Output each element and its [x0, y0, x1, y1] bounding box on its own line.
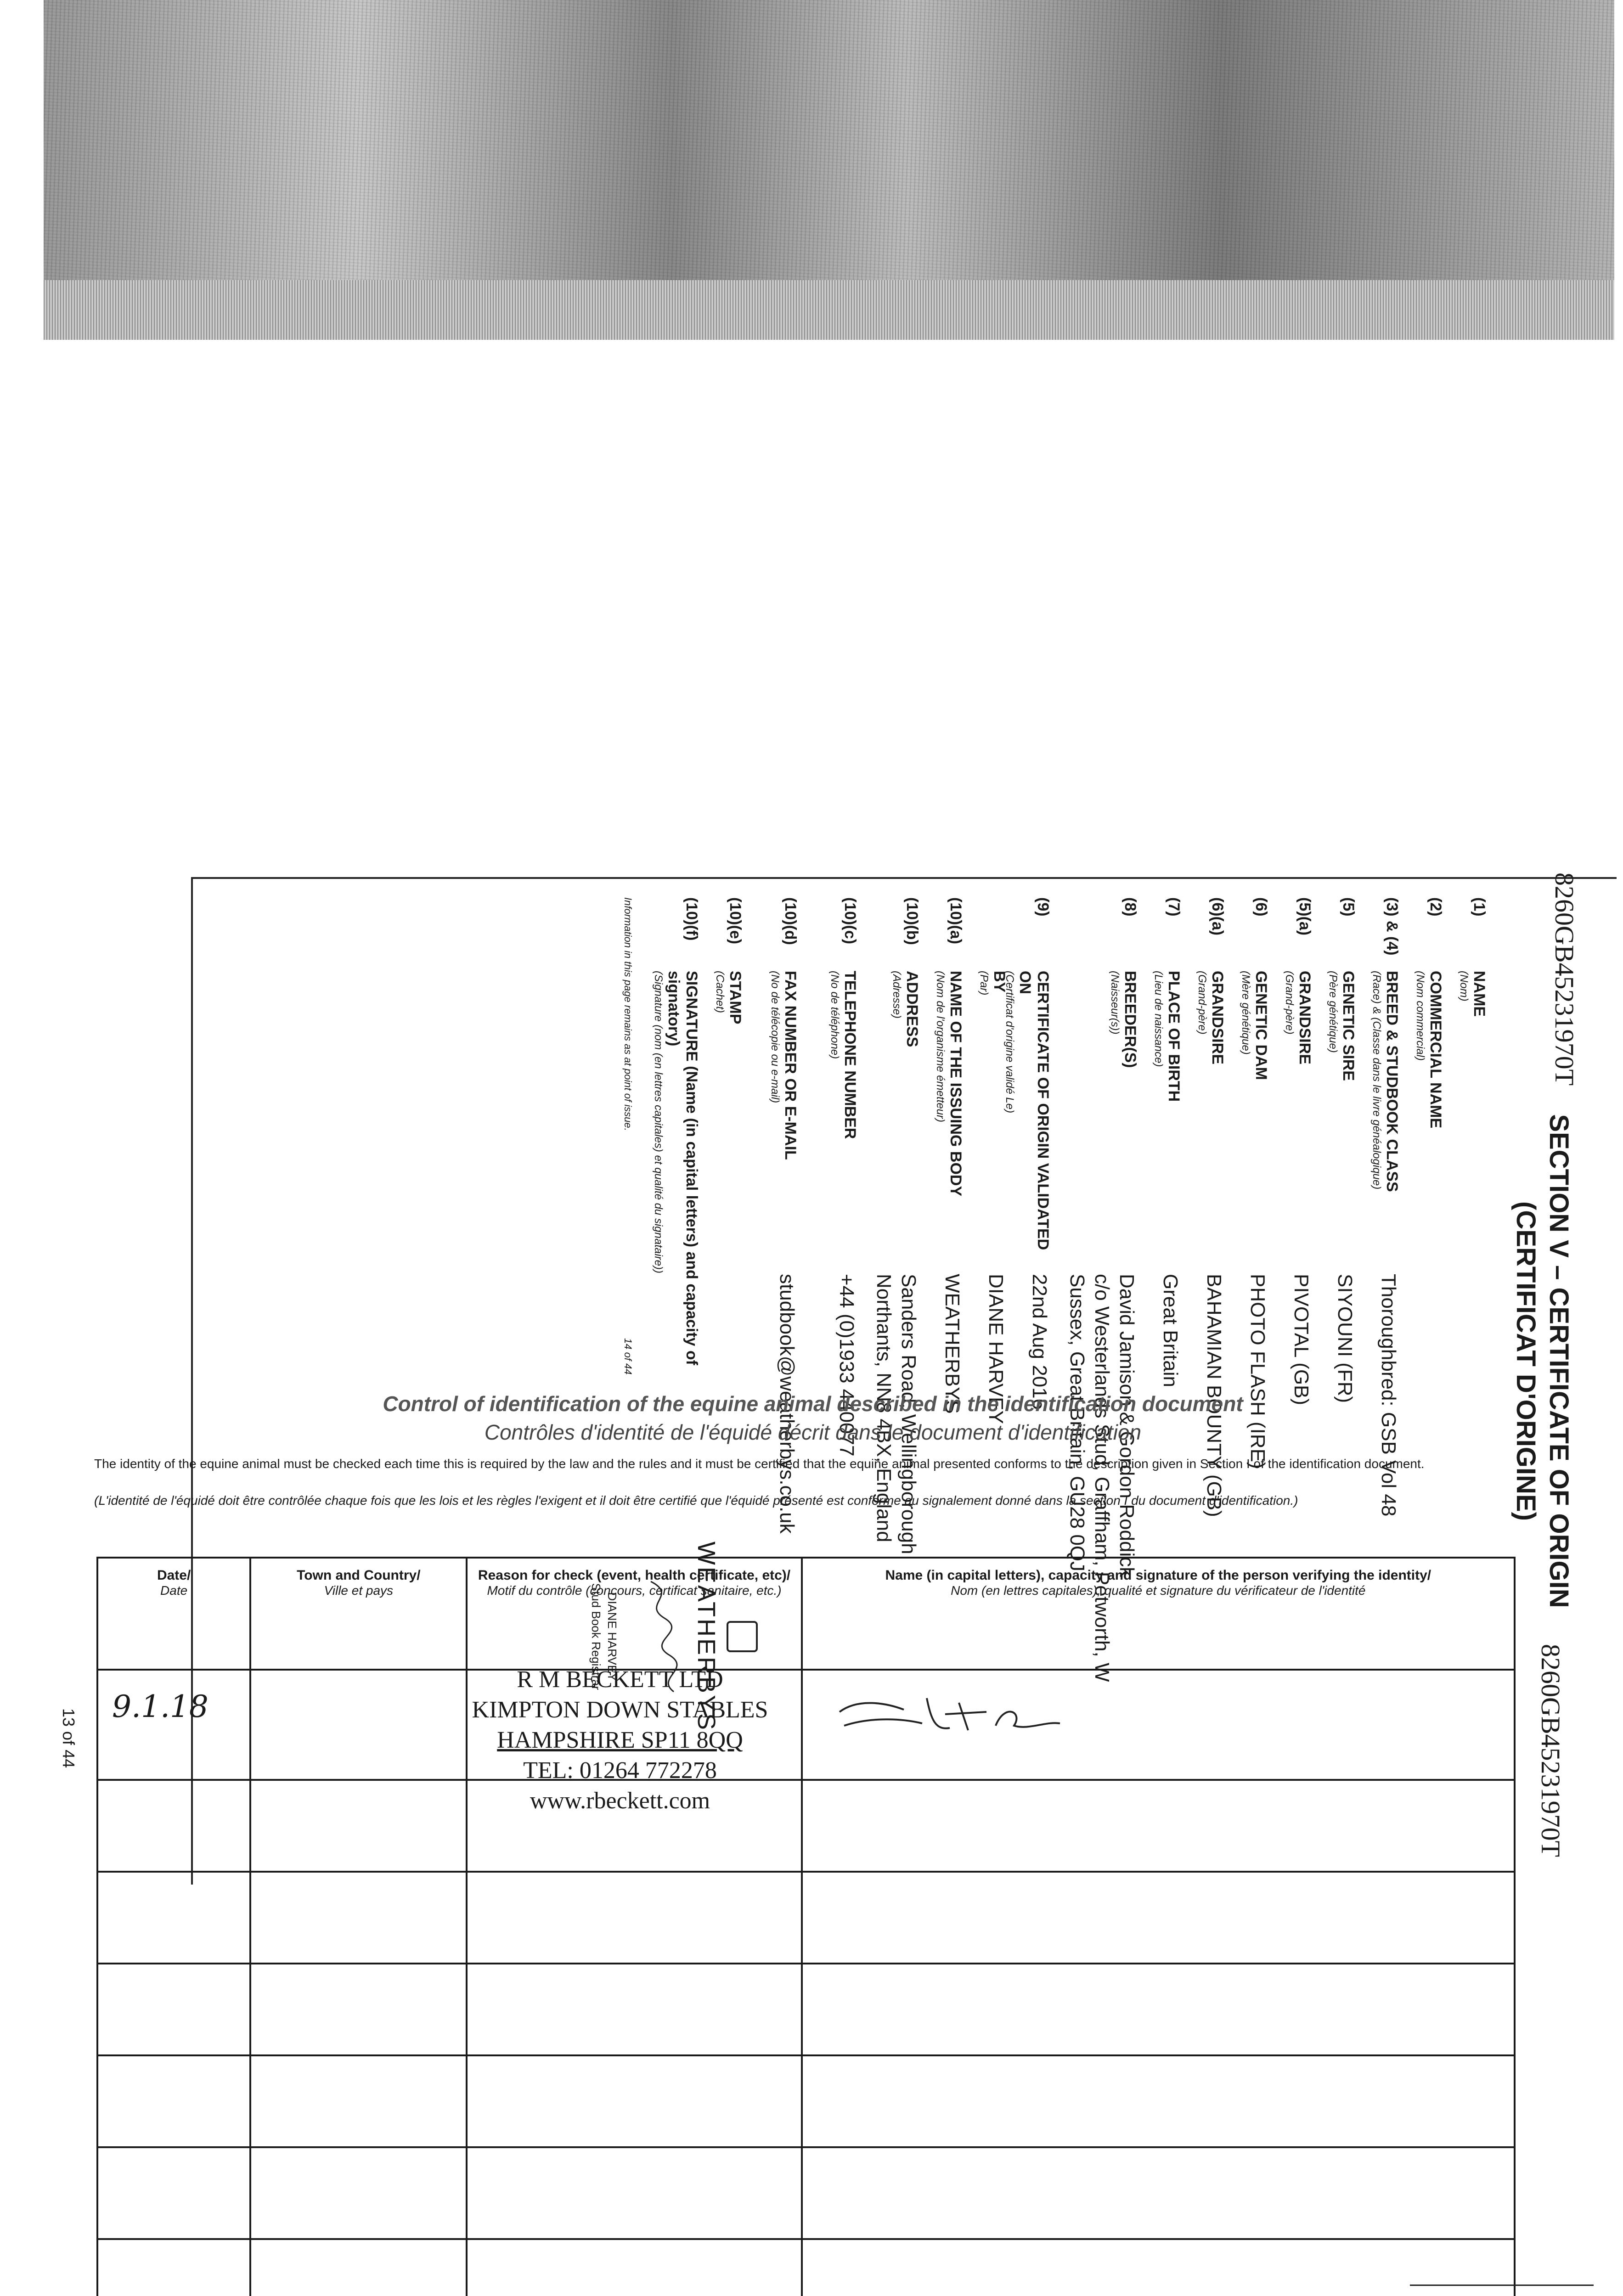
row-stamp: (10)(e) STAMP (Cachet) [714, 897, 744, 1024]
table-row [97, 1872, 1515, 1964]
issue-note: Information in this page remains as at point of issue. [622, 897, 634, 1131]
table-row [97, 2055, 1515, 2147]
reference-number-side: 8260GB45231970T [1536, 1644, 1566, 1857]
reference-number-top: 8260GB45231970T [1550, 872, 1579, 1086]
row-place-of-birth: (7) PLACE OF BIRTH (Lieu de naissance) Great Britain [1152, 897, 1183, 1387]
row-commercial-name: (2) COMMERCIAL NAME (Nom commercial) [1414, 897, 1444, 1129]
footer-rule [1410, 2285, 1594, 2289]
scan-strip [44, 280, 1614, 340]
row-breeders: (8) BREEDER(S) (Naisseur(s)) David Jamison & Gordon Roddick c/o Westerlands Stud, Graffham, Petworth, W Sussex, Great Britain, GU28 0QJ [1066, 897, 1139, 1682]
entry-date: 9.1.18 [97, 1670, 250, 1780]
row-grandsire-dam: (6)(a) GRANDSIRE (Grand-père) BAHAMIAN BOUNTY (GB) [1196, 897, 1226, 1517]
table-header-row [97, 1558, 1515, 1670]
control-title-fr: Contrôles d'identité de l'équidé décrit dans le document d'identification [484, 1420, 1142, 1444]
header-town: Town and Country/ Ville et pays [250, 1558, 467, 1670]
issuer-stamp: WEATHERBYS DIANE HARVEY Stud Book Registrar [589, 1499, 758, 1774]
table-row [97, 2239, 1515, 2296]
page-number: 13 of 44 [59, 1708, 78, 1768]
row-issuing-body: (10)(a) NAME OF THE ISSUING BODY (Nom de l'organisme émetteur) WEATHERBYS [934, 897, 964, 1414]
row-address: (10)(b) ADDRESS (Adresse) Sanders Road, Wellingborough Northants, NN8 4BX, England [873, 897, 921, 1554]
header-reason: Reason for check (event, health certificate, etc)/ Motif du contrôle (concours, certificat sanitaire, etc.) [467, 1558, 801, 1670]
trainer-stamp: R M BECKETT LTD KIMPTON DOWN STABLES HAMPSHIRE SP11 8QQ TEL: 01264 772278 www.rbeckett.com [472, 1666, 768, 1814]
table-row [97, 2147, 1515, 2239]
row-grandsire-sire: (5)(a) GRANDSIRE (Grand-père) PIVOTAL (GB) [1283, 897, 1313, 1406]
table-row [97, 1964, 1515, 2055]
control-note: The identity of the equine animal must be checked each time this is required by the law and the rules and it must be certified that the equine animal presented conforms to the description given in Section I of the identification document. [94, 1457, 1425, 1471]
row-genetic-sire: (5) GENETIC SIRE (Père génétique) SIYOUNI (FR) [1327, 897, 1357, 1403]
row-validated-on: (9) CERTIFICATE OF ORIGIN VALIDATED ON (Certificat d'origine validé Le) 22nd Aug 2016 [1003, 897, 1052, 1410]
control-title: Control of identification of the equine animal described in the identification document [383, 1392, 1243, 1416]
inner-page-label: 14 of 44 [622, 1338, 634, 1375]
section-title: SECTION V – CERTIFICATE OF ORIGIN (CERTIFICAT D'ORIGINE) [1511, 1114, 1574, 1608]
row-breed: (3) & (4) BREED & STUDBOOK CLASS (Race) & (Classe dans le livre généalogique) Thoroughbred: GSB Vol 48 [1370, 897, 1401, 1517]
row-signature: (10)(f) SIGNATURE (Name (in capital letters) and capacity of signatory) (Signature (nom (en lettres capitales) et qualité du signataire)) [652, 897, 700, 1365]
row-name: (1) NAME (Nom) [1458, 897, 1488, 1017]
header-date: Date/ Date [97, 1558, 250, 1670]
row-telephone: (10)(c) TELEPHONE NUMBER (No de téléphone) +44 (0)1933 440077 [828, 897, 859, 1457]
row-validated-by: BY (Par) DIANE HARVEY [978, 971, 1008, 1424]
header-verifier: Name (in capital letters), capacity and signature of the person verifying the identity/ Nom (en lettres capitales), qualité et signature du vérificateur de l'identité [802, 1558, 1515, 1670]
row-fax-email: (10)(d) FAX NUMBER OR E-MAIL (No de télécopie ou e-mail) studbook@weatherbys.co.uk [769, 897, 799, 1534]
row-genetic-dam: (6) GENETIC DAM (Mère génétique) PHOTO FLASH (IRE) [1240, 897, 1270, 1469]
control-note-fr: (L'identité de l'équidé doit être contrôlée chaque fois que les lois et les règles l'exigent et il doit être certifié que l'équidé présenté est conforme au signalement donné dans la section I du document d'identification.) [94, 1493, 1298, 1508]
